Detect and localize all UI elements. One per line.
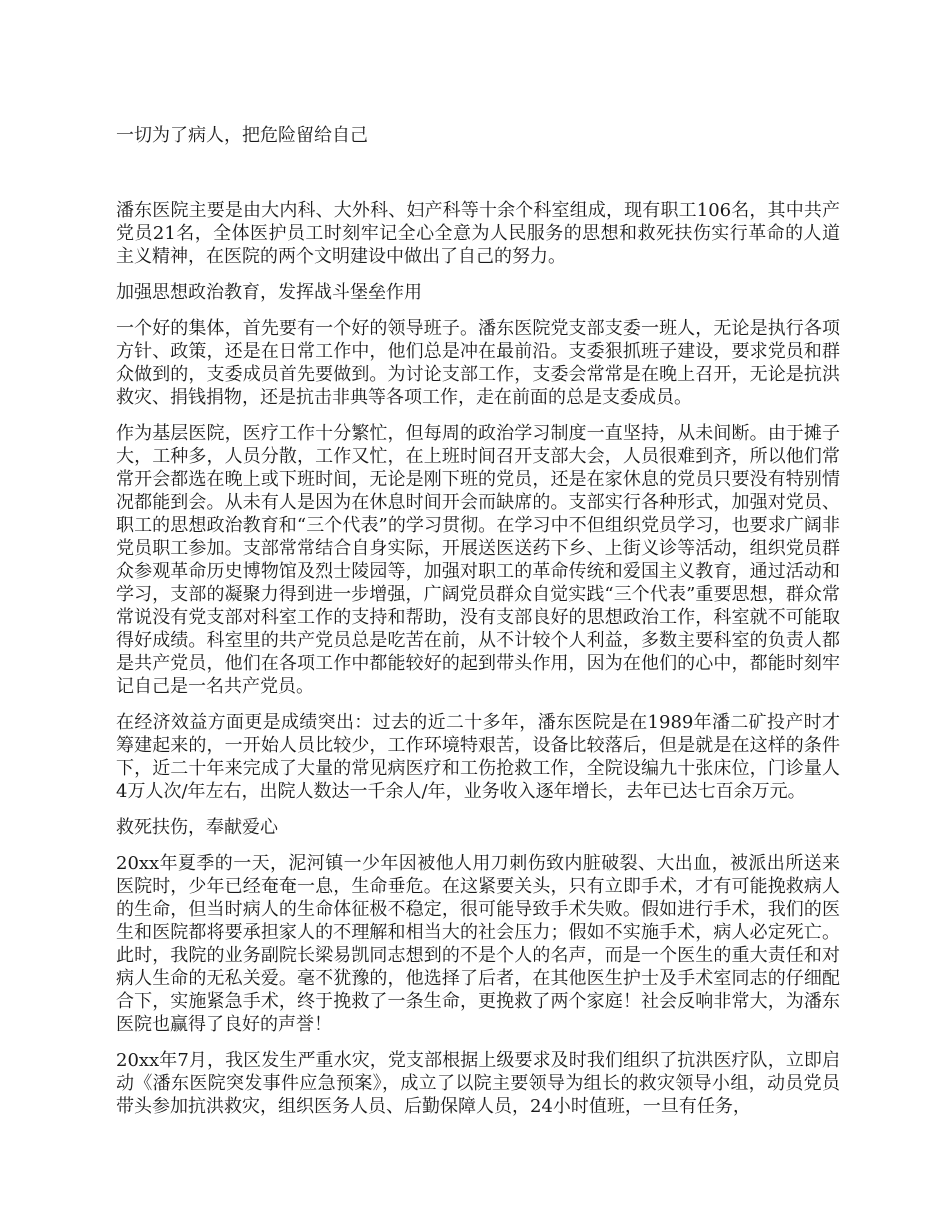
document-body — [116, 124, 840, 1131]
paragraph-economic-benefit: 在经济效益方面更是成绩突出：过去的近二十多年，潘东医院是在1989年潘二矿投产时才筹建起来的，一开始人员比较少，工作环境特艰苦，设备比较落后，但是就是在这样的条件下，近二十年来完成了大量的常见病医疗和工伤抢救工作，全院设编九十张床位，门诊量人4万人次/年左右，出院人数达一千余人/年，业务收入逐年增长，去年已达七百余万元。 — [116, 712, 840, 802]
paragraph-intro: 潘东医院主要是由大内科、大外科、妇产科等十余个科室组成，现有职工106名，其中共产党员21名，全体医护员工时刻牢记全心全意为人民服务的思想和救死扶伤实行革命的人道主义精神，在医院的两个文明建设中做出了自己的努力。 — [116, 200, 840, 267]
paragraph-flood-relief: 20xx年7月，我区发生严重水灾，党支部根据上级要求及时我们组织了抗洪医疗队，立即启动《潘东医院突发事件应急预案》，成立了以院主要领导为组长的救灾领导小组，动员党员带头参加抗洪救灾，组织医务人员、后勤保障人员，24小时值班，一旦有任务， — [116, 1050, 840, 1117]
document-title: 一切为了病人，把危险留给自己 — [116, 125, 368, 146]
paragraph-study-system: 作为基层医院，医疗工作十分繁忙，但每周的政治学习制度一直坚持，从未间断。由于摊子大，工种多，人员分散，工作又忙，在上班时间召开支部大会，人员很难到齐，所以他们常常开会都选在晚上或下班时间，无论是刚下班的党员，还是在家休息的党员只要没有特别情况都能到会。从未有人是因为在休息时间开会而缺席的。支部实行各种形式，加强对党员、职工的思想政治教育和“三个代表”的学习贯彻。在学习中不但组织党员学习，也要求广阔非党员职工参加。支部常常结合自身实际，开展送医送药下乡、上街义诊等活动，组织党员群众参观革命历史博物馆及烈士陵园等，加强对职工的革命传统和爱国主义教育，通过活动和学习，支部的凝聚力得到进一步增强，广阔党员群众自觉实践“三个代表”重要思想，群众常常说没有党支部对科室工作的支持和帮助，没有支部良好的思想政治工作，科室就不可能取得好成绩。科室里的共产党员总是吃苦在前，从不计较个人利益，多数主要科室的负责人都是共产党员，他们在各项工作中都能较好的起到带头作用，因为在他们的心中，都能时刻牢记自己是一名共产党员。 — [116, 423, 840, 697]
section-heading-political-education: 加强思想政治教育，发挥战斗堡垒作用 — [116, 282, 422, 303]
section-heading-saving-lives: 救死扶伤，奉献爱心 — [116, 817, 278, 838]
paragraph-emergency-surgery: 20xx年夏季的一天，泥河镇一少年因被他人用刀刺伤致内脏破裂、大出血，被派出所送来医院时，少年已经奄奄一息，生命垂危。在这紧要关头，只有立即手术，才有可能挽救病人的生命，但当时病人的生命体征极不稳定，很可能导致手术失败。假如进行手术，我们的医生和医院都将要承担家人的不理解和相当大的社会压力；假如不实施手术，病人必定死亡。此时，我院的业务副院长梁易凯同志想到的不是个人的名声，而是一个医生的重大责任和对病人生命的无私关爱。毫不犹豫的，他选择了后者，在其他医生护士及手术室同志的仔细配合下，实施紧急手术，终于挽救了一条生命，更挽救了两个家庭！社会反响非常大，为潘东医院也赢得了良好的声誉！ — [116, 853, 840, 1035]
paragraph-leadership: 一个好的集体，首先要有一个好的领导班子。潘东医院党支部支委一班人，无论是执行各项方针、政策，还是在日常工作中，他们总是冲在最前沿。支委狠抓班子建设，要求党员和群众做到的，支委成员首先要做到。为讨论支部工作，支委会常常是在晚上召开，无论是抗洪救灾、捐钱捐物，还是抗击非典等各项工作，走在前面的总是支委成员。 — [116, 318, 840, 408]
